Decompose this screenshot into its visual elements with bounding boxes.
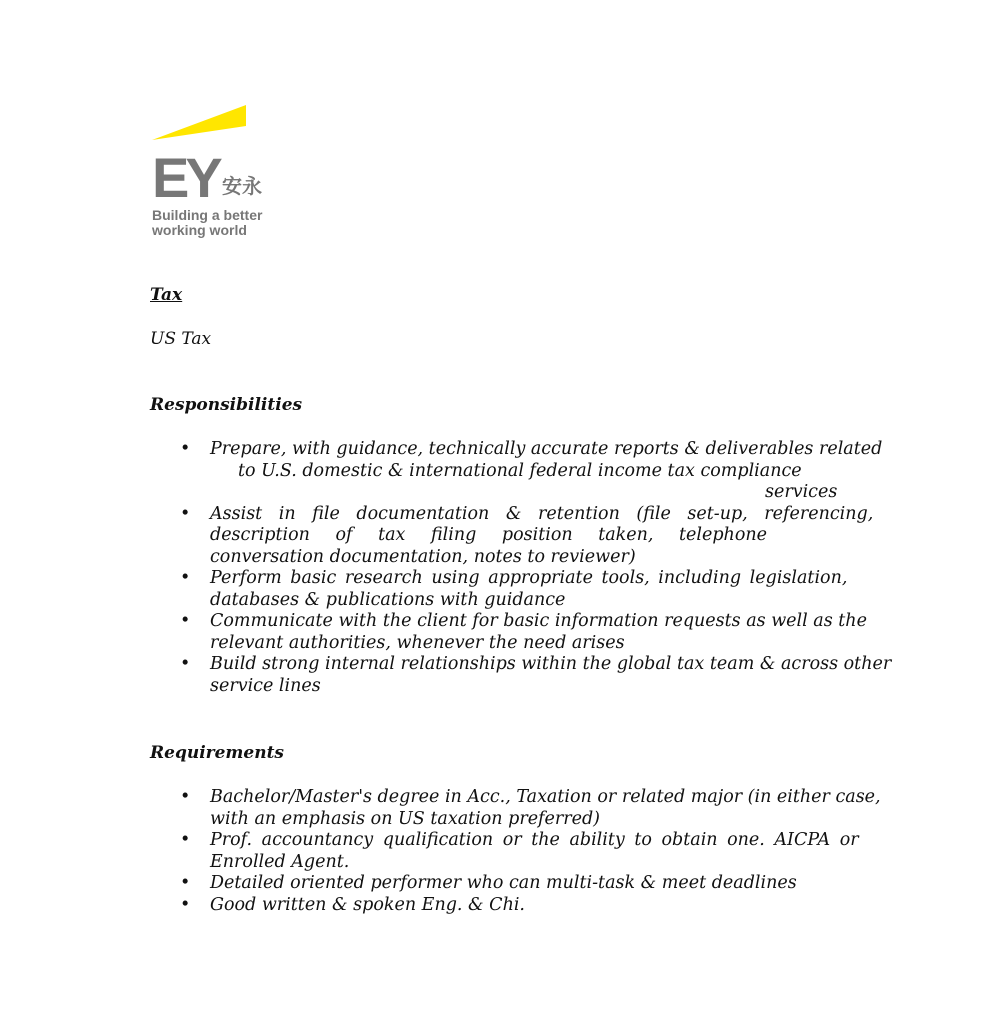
section-title: Tax <box>150 285 183 305</box>
list-item-line: Perform basic research using appropriate tools, including legislation, <box>210 568 848 588</box>
list-item-line: databases & publications with guidance <box>210 589 566 610</box>
bullet-icon: • <box>180 873 191 893</box>
list-item-line: service lines <box>210 675 321 696</box>
list-item-line: Good written & spoken Eng. & Chi. <box>210 894 525 915</box>
list-item-line: services <box>765 482 838 502</box>
list-item-line: to U.S. domestic & international federal income tax compliance <box>238 460 802 481</box>
list-item <box>180 654 945 697</box>
bullet-icon: • <box>180 787 191 807</box>
list-item-line: Prepare, with guidance, technically accurate reports & deliverables related <box>210 439 883 459</box>
list-item <box>180 873 945 895</box>
logo-chinese-name: 安永 <box>222 174 262 198</box>
list-item <box>180 568 945 611</box>
list-item <box>180 895 945 917</box>
logo-tagline <box>152 208 262 238</box>
list-item <box>180 504 945 569</box>
list-item-line: with an emphasis on US taxation preferred) <box>210 808 600 829</box>
list-item-line: description of tax filing position taken, telephone <box>210 525 767 545</box>
bullet-icon: • <box>180 439 191 459</box>
list-item-line: Enrolled Agent. <box>210 851 350 872</box>
bullet-icon: • <box>180 894 191 915</box>
ey-logo <box>150 100 280 250</box>
list-item-line: Detailed oriented performer who can multi-task & meet deadlines <box>210 873 797 893</box>
bullet-icon: • <box>180 503 191 524</box>
responsibilities-list <box>180 439 945 697</box>
requirements-heading: Requirements <box>150 743 285 763</box>
logo-mark: EY <box>152 146 219 209</box>
bullet-icon: • <box>180 611 191 631</box>
yellow-beam-icon <box>150 100 250 142</box>
list-item-line: Build strong internal relationships within the global tax team & across other <box>210 654 892 674</box>
list-item-line: Communicate with the client for basic information requests as well as the <box>210 611 867 631</box>
list-item-line: relevant authorities, whenever the need arises <box>210 632 625 653</box>
requirements-list <box>180 787 945 916</box>
bullet-icon: • <box>180 654 191 674</box>
list-item <box>180 611 945 654</box>
list-item <box>180 439 945 504</box>
list-item-line: Bachelor/Master's degree in Acc., Taxation or related major (in either case, <box>210 787 881 807</box>
list-item-line: conversation documentation, notes to reviewer) <box>210 546 636 567</box>
tagline-line-2: working world <box>152 222 247 238</box>
bullet-icon: • <box>180 830 191 850</box>
list-item-line: Prof. accountancy qualification or the ability to obtain one. AICPA or <box>210 830 859 850</box>
bullet-icon: • <box>180 568 191 588</box>
list-item-line: Assist in file documentation & retention (file set-up, referencing, <box>210 503 874 524</box>
responsibilities-heading: Responsibilities <box>150 395 303 415</box>
section-subtitle: US Tax <box>150 329 212 349</box>
list-item <box>180 830 945 873</box>
list-item <box>180 787 945 830</box>
tagline-line-1: Building a better <box>152 207 263 223</box>
